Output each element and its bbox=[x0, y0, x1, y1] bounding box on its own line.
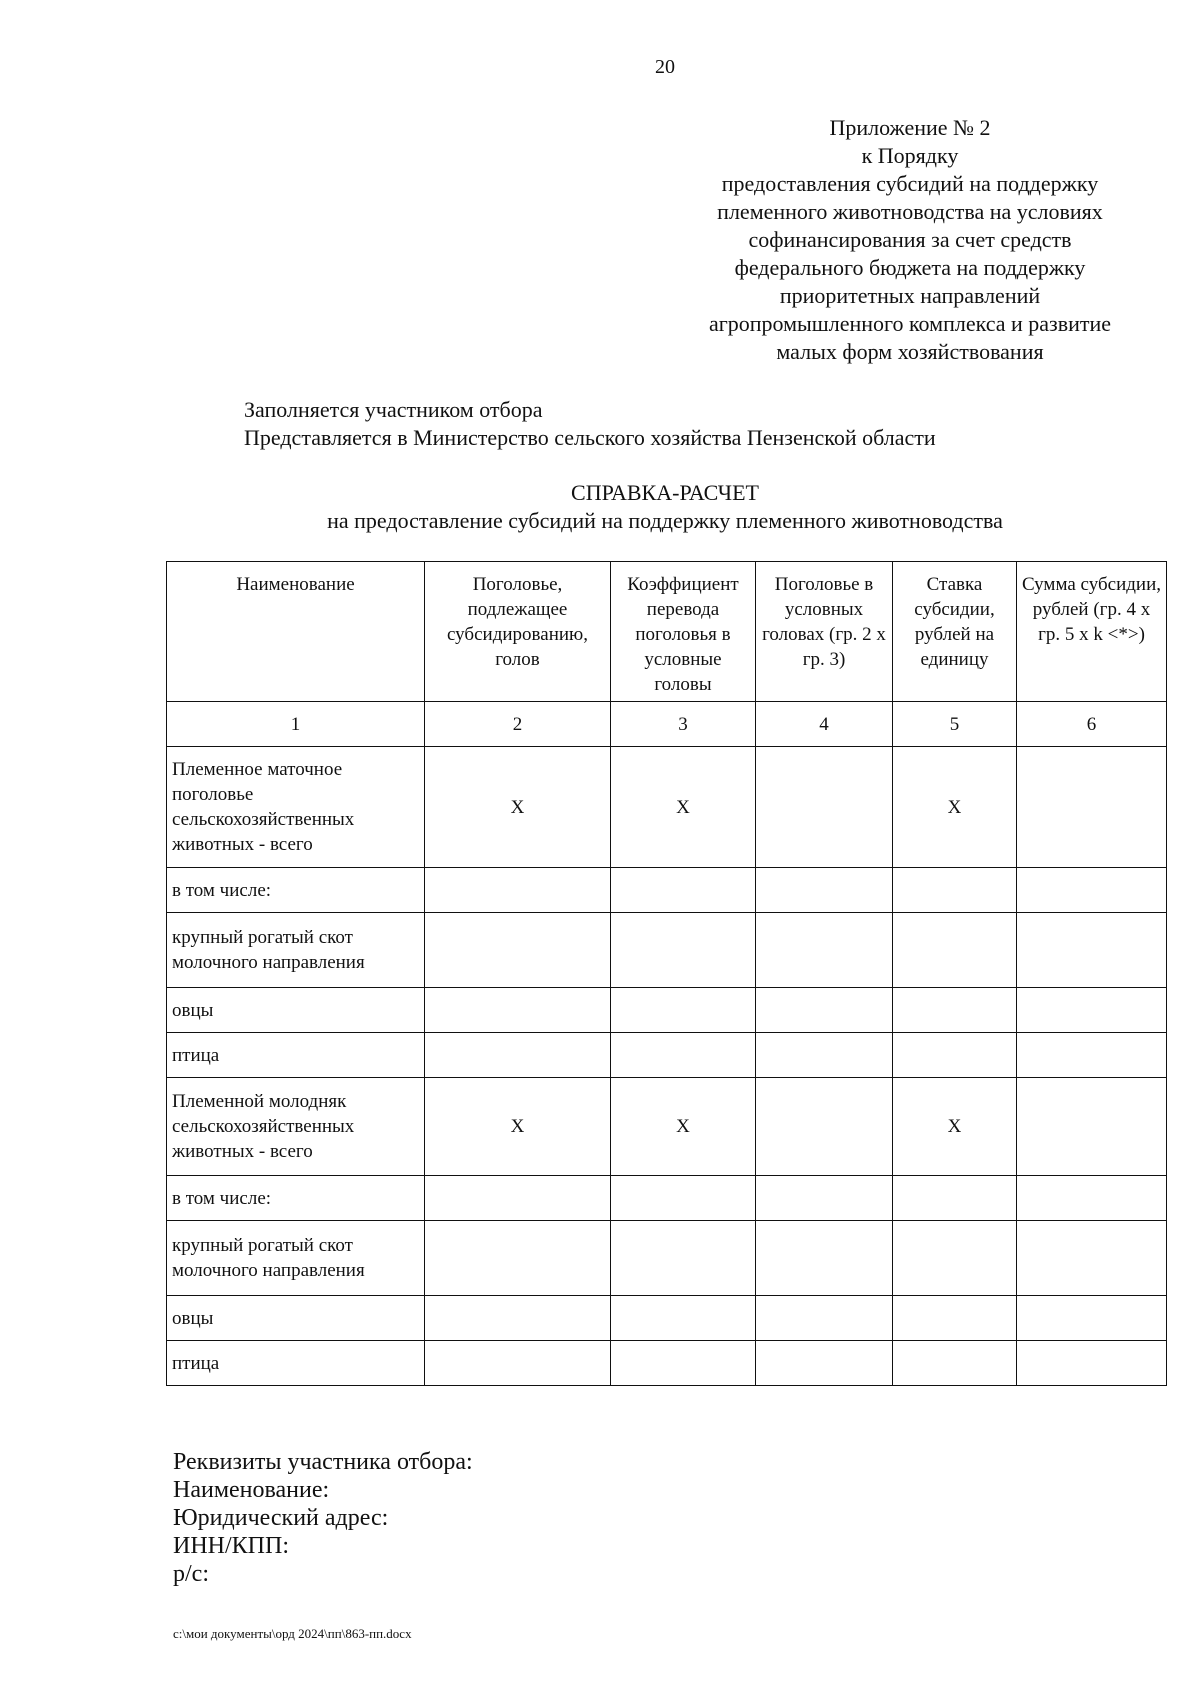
column-number: 4 bbox=[756, 702, 893, 747]
table-cell bbox=[893, 1296, 1017, 1341]
table-cell bbox=[893, 988, 1017, 1033]
column-number: 6 bbox=[1017, 702, 1167, 747]
table-cell bbox=[611, 913, 756, 988]
header-sum: Сумма субсидии, рублей (гр. 4 x гр. 5 x k <*>) bbox=[1017, 562, 1167, 702]
column-number-row bbox=[167, 702, 1167, 747]
table-cell bbox=[425, 1033, 611, 1078]
column-number: 3 bbox=[611, 702, 756, 747]
table-row bbox=[167, 1341, 1167, 1386]
table-cell bbox=[611, 1033, 756, 1078]
column-number: 2 bbox=[425, 702, 611, 747]
document-subtitle: на предоставление субсидий на поддержку племенного животноводства bbox=[327, 508, 1003, 533]
requisites-heading: Реквизиты участника отбора: bbox=[173, 1449, 473, 1475]
header-coefficient: Коэффициент перевода поголовья в условные головы bbox=[611, 562, 756, 702]
requisites-field-inn-kpp: ИНН/КПП: bbox=[173, 1533, 290, 1559]
row-name: крупный рогатый скот молочного направления bbox=[167, 1221, 425, 1296]
calculation-table bbox=[166, 561, 1167, 1386]
table-cell bbox=[425, 1176, 611, 1221]
appendix-line: к Порядку bbox=[861, 143, 959, 168]
row-name: птица bbox=[167, 1341, 425, 1386]
table-row bbox=[167, 913, 1167, 988]
header-conditional-heads: Поголовье в условных головах (гр. 2 x гр. 3) bbox=[756, 562, 893, 702]
table-row bbox=[167, 988, 1167, 1033]
table-cell bbox=[756, 1296, 893, 1341]
table-cell bbox=[1017, 913, 1167, 988]
table-cell bbox=[425, 913, 611, 988]
table-cell bbox=[425, 1341, 611, 1386]
table-cell bbox=[893, 1341, 1017, 1386]
column-number: 5 bbox=[893, 702, 1017, 747]
table-row bbox=[167, 868, 1167, 913]
column-number: 1 bbox=[167, 702, 425, 747]
fill-notes bbox=[244, 396, 936, 452]
table-cell bbox=[893, 1221, 1017, 1296]
row-name: в том числе: bbox=[167, 868, 425, 913]
table-cell bbox=[425, 1221, 611, 1296]
requisites-field-name: Наименование: bbox=[173, 1477, 330, 1503]
table-cell: X bbox=[893, 1078, 1017, 1176]
row-name: Племенной молодняк сельскохозяйственных животных - всего bbox=[167, 1078, 425, 1176]
row-name: птица bbox=[167, 1033, 425, 1078]
appendix-line: Приложение № 2 bbox=[829, 115, 991, 140]
table-row bbox=[167, 1176, 1167, 1221]
appendix-line: федерального бюджета на поддержку bbox=[734, 255, 1086, 280]
table-cell bbox=[1017, 1341, 1167, 1386]
table-cell bbox=[1017, 1033, 1167, 1078]
table-cell bbox=[893, 1176, 1017, 1221]
table-cell bbox=[611, 868, 756, 913]
requisites-field-address: Юридический адрес: bbox=[173, 1505, 389, 1531]
table-cell bbox=[893, 913, 1017, 988]
table-cell bbox=[756, 1341, 893, 1386]
table-cell bbox=[756, 988, 893, 1033]
table-cell bbox=[893, 868, 1017, 913]
table-cell bbox=[756, 868, 893, 913]
table-cell bbox=[1017, 1176, 1167, 1221]
table-cell bbox=[756, 1033, 893, 1078]
header-rate: Ставка субсидии, рублей на единицу bbox=[893, 562, 1017, 702]
table-cell: X bbox=[893, 747, 1017, 868]
table-cell bbox=[611, 1221, 756, 1296]
fill-note: Представляется в Министерство сельского хозяйства Пензенской области bbox=[244, 425, 936, 450]
table-cell bbox=[1017, 1078, 1167, 1176]
table-cell bbox=[756, 747, 893, 868]
row-name: в том числе: bbox=[167, 1176, 425, 1221]
row-name: овцы bbox=[167, 988, 425, 1033]
table-cell bbox=[756, 1078, 893, 1176]
appendix-line: агропромышленного комплекса и развитие bbox=[708, 311, 1112, 336]
table-cell bbox=[1017, 988, 1167, 1033]
table-cell bbox=[425, 1296, 611, 1341]
appendix-line: малых форм хозяйствования bbox=[776, 339, 1044, 364]
table-cell bbox=[1017, 868, 1167, 913]
table-cell bbox=[1017, 747, 1167, 868]
row-name: Племенное маточное поголовье сельскохозяйственных животных - всего bbox=[167, 747, 425, 868]
table-cell bbox=[425, 988, 611, 1033]
fill-note: Заполняется участником отбора bbox=[244, 397, 543, 422]
table-cell: X bbox=[611, 1078, 756, 1176]
appendix-block bbox=[660, 114, 1160, 366]
table-cell bbox=[611, 1341, 756, 1386]
table-cell bbox=[756, 1176, 893, 1221]
appendix-line: софинансирования за счет средств bbox=[748, 227, 1072, 252]
table-cell: X bbox=[425, 747, 611, 868]
table-row bbox=[167, 1033, 1167, 1078]
appendix-line: племенного животноводства на условиях bbox=[717, 199, 1103, 224]
header-name: Наименование bbox=[167, 562, 425, 702]
appendix-line: предоставления субсидий на поддержку bbox=[721, 171, 1099, 196]
table-row bbox=[167, 747, 1167, 868]
appendix-line: приоритетных направлений bbox=[779, 283, 1041, 308]
table-row bbox=[167, 1078, 1167, 1176]
table-row bbox=[167, 1296, 1167, 1341]
table-cell bbox=[611, 1176, 756, 1221]
table-cell: X bbox=[425, 1078, 611, 1176]
requisites-field-account: р/с: bbox=[173, 1561, 209, 1587]
page-number: 20 bbox=[655, 56, 675, 78]
row-name: крупный рогатый скот молочного направления bbox=[167, 913, 425, 988]
table-cell: X bbox=[611, 747, 756, 868]
document-title: СПРАВКА-РАСЧЕТ bbox=[571, 480, 759, 505]
table-cell bbox=[1017, 1296, 1167, 1341]
footer-file-path: c:\мои документы\орд 2024\пп\863-пп.docx bbox=[173, 1626, 412, 1641]
table-row bbox=[167, 1221, 1167, 1296]
header-heads: Поголовье, подлежащее субсидированию, голов bbox=[425, 562, 611, 702]
table-cell bbox=[756, 913, 893, 988]
table-cell bbox=[756, 1221, 893, 1296]
header-row bbox=[167, 562, 1167, 702]
table-cell bbox=[611, 1296, 756, 1341]
requisites-block bbox=[173, 1448, 473, 1588]
table-cell bbox=[1017, 1221, 1167, 1296]
row-name: овцы bbox=[167, 1296, 425, 1341]
table-cell bbox=[893, 1033, 1017, 1078]
table-cell bbox=[611, 988, 756, 1033]
table-cell bbox=[425, 868, 611, 913]
